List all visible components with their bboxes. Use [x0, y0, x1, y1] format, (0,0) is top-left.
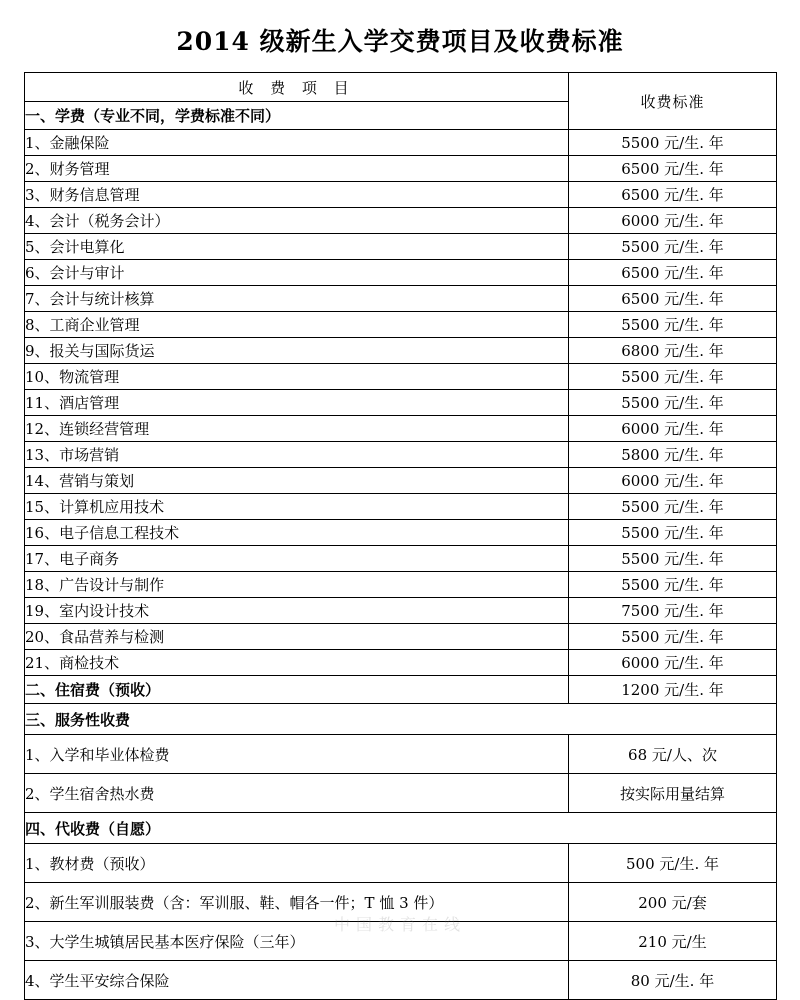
fee-item-label: 1、教材费（预收） — [25, 844, 569, 883]
section-label: 二、住宿费（预收） — [25, 676, 569, 704]
table-row — [25, 813, 777, 844]
fee-item-label: 7、会计与统计核算 — [25, 286, 569, 312]
fee-standard-value: 500 元/生. 年 — [569, 844, 777, 883]
fee-standard-value: 5500 元/生. 年 — [569, 520, 777, 546]
fee-standard-value: 6500 元/生. 年 — [569, 156, 777, 182]
fee-standard-value: 5500 元/生. 年 — [569, 494, 777, 520]
fee-item-label: 2、学生宿舍热水费 — [25, 774, 569, 813]
fee-item-label: 3、大学生城镇居民基本医疗保险（三年） — [25, 922, 569, 961]
fee-item-label: 20、食品营养与检测 — [25, 624, 569, 650]
fee-standard-value: 6000 元/生. 年 — [569, 650, 777, 676]
table-row — [25, 735, 777, 774]
fee-item-label: 17、电子商务 — [25, 546, 569, 572]
fee-item-label: 3、财务信息管理 — [25, 182, 569, 208]
fee-item-label: 1、入学和毕业体检费 — [25, 735, 569, 774]
watermark-text: 中国教育在线 — [333, 915, 466, 934]
table-row — [25, 338, 777, 364]
fee-item-label: 2、财务管理 — [25, 156, 569, 182]
fee-item-label: 19、室内设计技术 — [25, 598, 569, 624]
table-row — [25, 844, 777, 883]
page-title: 2014 级新生入学交费项目及收费标准 — [176, 27, 624, 56]
section-label: 三、服务性收费 — [25, 704, 777, 735]
table-row — [25, 598, 777, 624]
section-label: 四、代收费（自愿） — [25, 813, 777, 844]
fee-item-label: 4、学生平安综合保险 — [25, 961, 569, 1000]
table-row — [25, 650, 777, 676]
fee-standard-value: 6000 元/生. 年 — [569, 208, 777, 234]
fee-table-container — [24, 72, 776, 1000]
fee-item-label: 10、物流管理 — [25, 364, 569, 390]
table-row — [25, 676, 777, 704]
table-header-row — [25, 73, 777, 102]
fee-standard-value: 1200 元/生. 年 — [569, 676, 777, 704]
table-row — [25, 572, 777, 598]
table-row — [25, 156, 777, 182]
fee-standard-value: 5500 元/生. 年 — [569, 234, 777, 260]
table-row — [25, 260, 777, 286]
fee-standard-value: 5500 元/生. 年 — [569, 130, 777, 156]
fee-item-label: 11、酒店管理 — [25, 390, 569, 416]
table-row — [25, 546, 777, 572]
fee-item-label: 8、工商企业管理 — [25, 312, 569, 338]
table-row — [25, 286, 777, 312]
fee-standard-value: 6000 元/生. 年 — [569, 468, 777, 494]
table-row — [25, 520, 777, 546]
table-row — [25, 883, 777, 922]
fee-standard-value: 6000 元/生. 年 — [569, 416, 777, 442]
fee-item-label: 9、报关与国际货运 — [25, 338, 569, 364]
fee-standard-value: 5500 元/生. 年 — [569, 624, 777, 650]
table-row — [25, 624, 777, 650]
fee-item-label: 18、广告设计与制作 — [25, 572, 569, 598]
table-row — [25, 442, 777, 468]
fee-standard-value: 6800 元/生. 年 — [569, 338, 777, 364]
table-row — [25, 390, 777, 416]
table-row — [25, 312, 777, 338]
fee-standard-value: 210 元/生 — [569, 922, 777, 961]
fee-standard-value: 200 元/套 — [569, 883, 777, 922]
fee-standard-value: 5800 元/生. 年 — [569, 442, 777, 468]
fee-item-label: 21、商检技术 — [25, 650, 569, 676]
fee-item-label: 4、会计（税务会计） — [25, 208, 569, 234]
fee-table — [24, 72, 777, 1000]
fee-item-label: 15、计算机应用技术 — [25, 494, 569, 520]
section-label: 一、学费（专业不同，学费标准不同） — [25, 102, 569, 130]
fee-item-label: 13、市场营销 — [25, 442, 569, 468]
fee-item-label: 14、营销与策划 — [25, 468, 569, 494]
table-row — [25, 416, 777, 442]
fee-standard-value: 6500 元/生. 年 — [569, 182, 777, 208]
fee-standard-value: 5500 元/生. 年 — [569, 546, 777, 572]
fee-item-label: 6、会计与审计 — [25, 260, 569, 286]
table-row — [25, 494, 777, 520]
fee-item-label: 16、电子信息工程技术 — [25, 520, 569, 546]
column-header-item: 收 费 项 目 — [25, 73, 569, 102]
table-row — [25, 182, 777, 208]
fee-standard-value: 80 元/生. 年 — [569, 961, 777, 1000]
fee-standard-value: 6500 元/生. 年 — [569, 260, 777, 286]
table-row — [25, 922, 777, 961]
fee-standard-value: 7500 元/生. 年 — [569, 598, 777, 624]
column-header-standard: 收费标准 — [569, 73, 777, 130]
fee-item-label: 2、新生军训服装费（含：军训服、鞋、帽各一件；T 恤 3 件） — [25, 883, 569, 922]
table-row — [25, 234, 777, 260]
fee-item-label: 1、金融保险 — [25, 130, 569, 156]
fee-standard-value: 6500 元/生. 年 — [569, 286, 777, 312]
table-row — [25, 130, 777, 156]
fee-standard-value: 5500 元/生. 年 — [569, 312, 777, 338]
fee-item-label: 12、连锁经营管理 — [25, 416, 569, 442]
table-row — [25, 468, 777, 494]
table-row — [25, 208, 777, 234]
table-row — [25, 704, 777, 735]
fee-standard-value: 68 元/人、次 — [569, 735, 777, 774]
fee-item-label: 5、会计电算化 — [25, 234, 569, 260]
fee-table-body — [25, 73, 777, 1000]
fee-standard-value: 5500 元/生. 年 — [569, 390, 777, 416]
table-row — [25, 774, 777, 813]
table-row — [25, 961, 777, 1000]
fee-standard-value: 5500 元/生. 年 — [569, 572, 777, 598]
table-row — [25, 364, 777, 390]
fee-standard-value: 按实际用量结算 — [569, 774, 777, 813]
fee-standard-value: 5500 元/生. 年 — [569, 364, 777, 390]
